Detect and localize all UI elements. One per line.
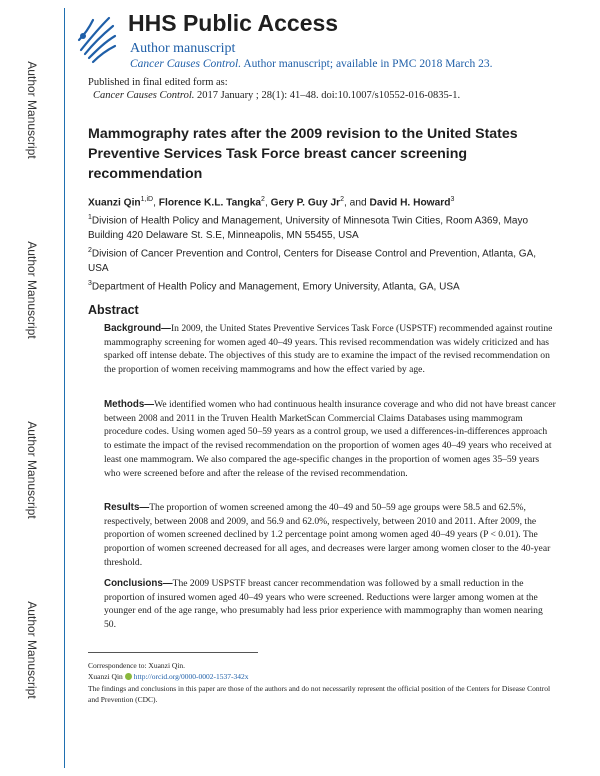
author-name: Florence K.L. Tangka [158, 197, 262, 209]
author-list: Xuanzi Qin$^{1,iD}$, Florence K.L. Tangka$^2$, Gery P. Guy Jr$^2$, and David H. Howard$^3$ [88, 196, 455, 209]
author-name: Gery P. Guy Jr [270, 197, 341, 209]
page-title: HHS Public Access [128, 10, 339, 36]
author-name: David H. Howard [369, 197, 451, 209]
pmc-citation: Cancer Causes Control. Author manuscript; available in PMC 2018 March 23. [130, 58, 493, 70]
orcid-link[interactable]: http://orcid.org/0000-0002-1537-342x [133, 672, 249, 681]
article-title: Mammography rates after the 2009 revision to the United States Preventive Services Task Force breast cancer screening recommendation [88, 126, 518, 182]
author-name: Xuanzi Qin [88, 197, 141, 209]
affiliation: $^1$Division of Health Policy and Management, University of Minnesota Twin Cities, Room A369, Mayo Building 420 Delaware St. S.E, Minneapolis, MN 55455, USA [88, 214, 529, 242]
publication-info: Published in final edited form as: Cancer Causes Control. 2017 January ; 28(1): 41–48. doi:10.1007/s10552-016-0835-1. [88, 77, 461, 101]
sidebar [0, 0, 64, 776]
abstract-heading: Abstract [88, 303, 139, 317]
sidebar-label-1: Author Manuscript [25, 61, 39, 159]
orcid-note: Xuanzi Qin http://orcid.org/0000-0002-1537-342x [88, 672, 249, 681]
affiliation: $^3$Department of Health Policy and Management, Emory University, Atlanta, GA, USA [88, 280, 460, 293]
correspondence-note: Correspondence to: Xuanzi Qin. [88, 661, 186, 670]
abstract-conclusions: Conclusions—The 2009 USPSTF breast cancer recommendation was followed by a small reduction in the proportion of insured women aged 40–49 years who were screened. Reductions were larger among women at the younger end of the age range, who presumably had less prior experience with mammography than women nearing 50. [104, 578, 543, 631]
orcid-icon [125, 673, 132, 680]
hhs-eagle-logo-icon [75, 10, 119, 68]
abstract-results: Results—The proportion of women screened among the 40–49 and 50–59 age groups were 58.5 and 62.5%, respectively, between 2008 and 2009, and 56.9 and 62.0%, respectively, between 2010 and 2011. After 2009, the proportion of women screened declined by 1.2 percentage point among women aged 40–49 years (P < 0.01). The proportion of women screened decreased for all ages, and decreases were larger among women closer to the 40-year threshold. [104, 502, 551, 568]
manuscript-label: Author manuscript [130, 41, 236, 56]
abstract-background: Background—In 2009, the United States Preventive Services Task Force (USPSTF) recommended against routine mammography screening for women aged 40–49 years. This revised recommendation was widely criticized and has sparked off intense debate. The objectives of this study are to examine the impact of the revised recommendation on the proportion of women receiving mammograms and how the effect varied by age. [104, 323, 553, 376]
sidebar-divider [64, 8, 65, 768]
footnote-divider [88, 652, 258, 653]
abstract-methods: Methods—We identified women who had continuous health insurance coverage and who did not have breast cancer between 2008 and 2011 in the Truven Health MarketScan Commercial Claims Databases using mammogram procedure codes. Using women aged 50–59 years as a control group, we used a differences-in-differences approach to estimate the impact of the revised recommendation on the proportion of women ages 40–49 years who received at least one mammogram. We also compared the age-specific changes in the proportion of women ages 35–59 years who were screened before and after the release of the revised recommendation. [104, 399, 556, 479]
disclaimer-note: The findings and conclusions in this paper are those of the authors and do not necessarily represent the official position of the Centers for Disease Control and Prevention (CDC). [88, 684, 551, 704]
sidebar-label-2: Author Manuscript [25, 241, 39, 339]
sidebar-label-3: Author Manuscript [25, 421, 39, 519]
affiliation: $^2$Division of Cancer Prevention and Control, Centers for Disease Control and Prevention, Atlanta, GA, USA [88, 247, 537, 275]
sidebar-label-4: Author Manuscript [25, 601, 39, 699]
